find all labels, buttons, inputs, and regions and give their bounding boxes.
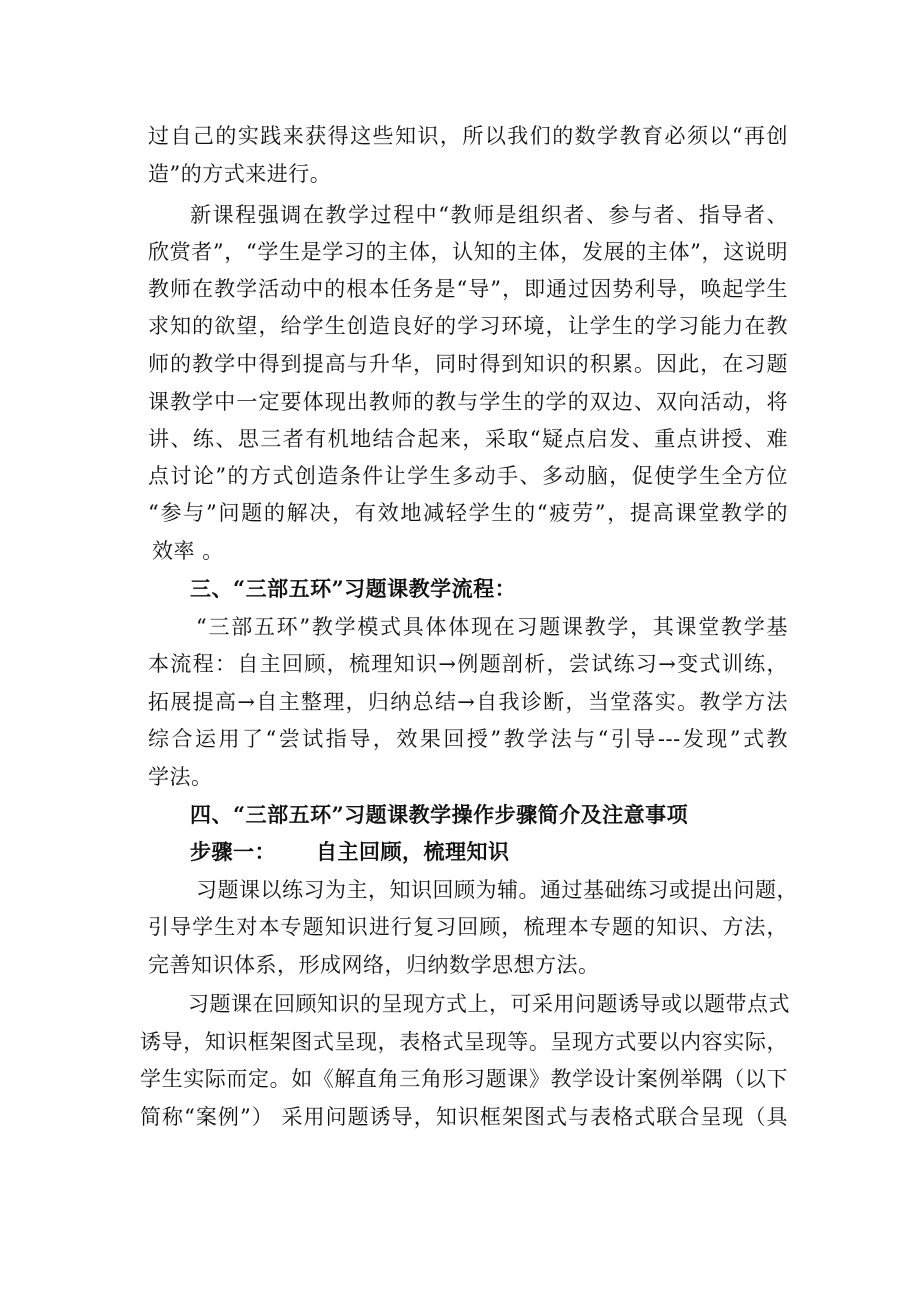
section-heading-3: 三、“三部五环”习题课教学流程：	[190, 576, 517, 601]
paragraph-line: 本流程：自主回顾，梳理知识→例题剖析，尝试练习→变式训练，	[148, 652, 788, 676]
paragraph-line: 综合运用了“尝试指导，效果回授”教学法与“引导---发现”式教	[148, 727, 788, 751]
paragraph-line: 点讨论”的方式创造条件让学生多动手、多动脑，促使学生全方位	[148, 464, 788, 488]
paragraph-line: 诱导，知识框架图式呈现，表格式呈现等。呈现方式要以内容实际，	[140, 1030, 788, 1054]
paragraph-line: 效率 。	[152, 539, 224, 563]
paragraph-line: 引导学生对本专题知识进行复习回顾，梳理本专题的知识、方法，	[148, 915, 788, 939]
paragraph-line: 教师在教学活动中的根本任务是“导”，即通过因势利导，唤起学生	[148, 277, 788, 301]
paragraph-line: 学法。	[148, 765, 213, 789]
paragraph-line: 求知的欲望，给学生创造良好的学习环境，让学生的学习能力在教	[148, 314, 788, 338]
paragraph-line: “三部五环”教学模式具体体现在习题课教学，其课堂教学基	[196, 615, 788, 639]
paragraph-line: 师的教学中得到提高与升华，同时得到知识的积累。因此，在习题	[148, 352, 788, 376]
step-title: 自主回顾，梳理知识	[316, 839, 510, 864]
paragraph-line: 过自己的实践来获得这些知识，所以我们的数学教育必须以“再创	[148, 124, 788, 148]
paragraph-line: 造”的方式来进行。	[148, 162, 332, 186]
paragraph-line: 课教学中一定要体现出教师的教与学生的学的双边、双向活动，将	[148, 390, 788, 414]
step-heading	[190, 838, 830, 866]
paragraph-line: 欣赏者”，“学生是学习的主体，认知的主体，发展的主体”，这说明	[148, 240, 788, 264]
section-heading-4: 四、“三部五环”习题课教学操作步骤简介及注意事项	[190, 802, 689, 827]
paragraph-line: “参与”问题的解决，有效地减轻学生的“疲劳”，提高课堂教学的	[148, 501, 788, 525]
paragraph-line: 完善知识体系，形成网络，归纳数学思想方法。	[148, 953, 600, 977]
paragraph-line: 讲、练、思三者有机地结合起来，采取“疑点启发、重点讲授、难	[148, 427, 788, 451]
step-label: 步骤一：	[190, 839, 276, 864]
paragraph-line: 学生实际而定。如《解直角三角形习题课》教学设计案例举隅（以下	[140, 1067, 788, 1091]
paragraph-line: 习题课以练习为主，知识回顾为辅。通过基础练习或提出问题，	[196, 878, 798, 902]
paragraph-line: 拓展提高→自主整理，归纳总结→自我诊断，当堂落实。教学方法	[148, 690, 788, 714]
paragraph-line: 习题课在回顾知识的呈现方式上，可采用问题诱导或以题带点式	[188, 992, 790, 1016]
paragraph-line: 简称“案例”） 采用问题诱导，知识框架图式与表格式联合呈现（具	[140, 1105, 788, 1129]
paragraph-line: 新课程强调在教学过程中“教师是组织者、参与者、指导者、	[190, 203, 788, 227]
